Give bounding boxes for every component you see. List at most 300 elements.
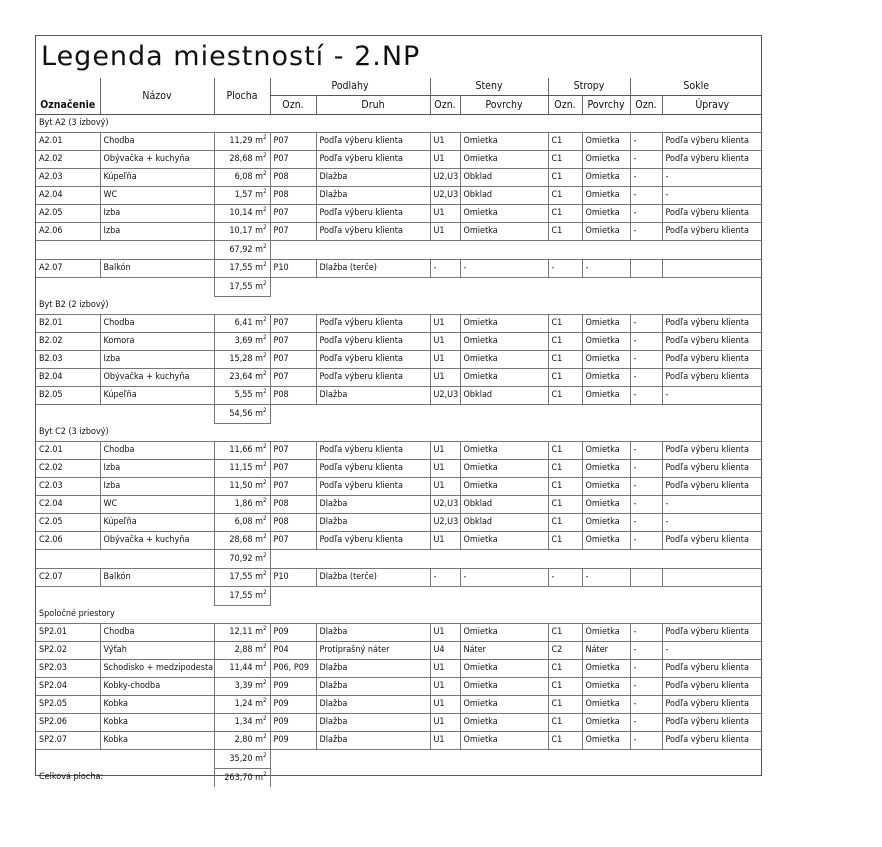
room-floor-code: P07 [270,369,316,387]
room-skirting-code: - [630,642,662,660]
area-unit-exponent: 2 [263,134,267,141]
room-code: SP2.05 [36,696,100,714]
room-ceiling-code: - [548,569,582,587]
room-wall-surface: Obklad [460,169,548,187]
room-wall-code: U2,U3 [430,514,460,532]
room-ceiling-code: C1 [548,696,582,714]
room-row [36,696,762,714]
area-unit: m [252,154,264,164]
room-ceiling-surface: Omietka [582,369,630,387]
header-sokle-upravy: Úpravy [662,96,762,115]
room-row [36,387,762,405]
area-unit: m [252,408,264,419]
room-code: A2.03 [36,169,100,187]
room-wall-code: U1 [430,315,460,333]
room-ceiling-code: C1 [548,387,582,405]
area-unit-exponent: 2 [263,570,267,577]
room-floor-type: Dlažba (terče) [316,569,430,587]
subtotal-row [36,550,762,569]
area-unit-exponent: 2 [263,733,267,740]
area-unit-exponent: 2 [263,206,267,213]
area-unit-exponent: 2 [263,625,267,632]
room-area [214,223,270,241]
room-ceiling-surface: Omietka [582,460,630,478]
area-unit: m [252,717,264,727]
room-wall-code: U4 [430,642,460,660]
room-wall-code: U1 [430,624,460,642]
room-wall-surface: Omietka [460,696,548,714]
room-wall-code: U1 [430,442,460,460]
room-ceiling-surface: Omietka [582,151,630,169]
area-unit: m [252,517,264,527]
room-code: B2.02 [36,333,100,351]
room-name: Schodisko + medzipodesta [100,660,214,678]
area-unit: m [252,354,264,364]
room-code: B2.04 [36,369,100,387]
room-skirting-code: - [630,369,662,387]
area-value: 35,20 [229,753,253,764]
room-code: SP2.02 [36,642,100,660]
area-value: 11,15 [229,463,253,473]
room-area [214,442,270,460]
room-floor-type: Dlažba [316,514,430,532]
room-code: SP2.04 [36,678,100,696]
room-code: A2.07 [36,260,100,278]
room-wall-surface: Obklad [460,387,548,405]
room-ceiling-surface: Omietka [582,205,630,223]
subtotal-area [214,405,270,424]
room-wall-surface: Omietka [460,660,548,678]
room-name: Kobky-chodba [100,678,214,696]
room-skirting-finish [662,260,762,278]
area-unit: m [252,681,264,691]
room-wall-code: U1 [430,732,460,750]
room-legend-table [36,78,762,787]
room-name: Chodba [100,133,214,151]
room-area [214,678,270,696]
header-steny-ozn: Ozn. [430,96,460,115]
room-floor-type: Podľa výberu klienta [316,351,430,369]
room-wall-code: U2,U3 [430,187,460,205]
room-row [36,151,762,169]
room-ceiling-code: C1 [548,315,582,333]
room-row [36,133,762,151]
room-name: Kobka [100,696,214,714]
room-area [214,660,270,678]
room-skirting-finish: Podľa výberu klienta [662,333,762,351]
room-wall-surface: Omietka [460,333,548,351]
room-name: Balkón [100,569,214,587]
room-ceiling-code: C1 [548,151,582,169]
area-value: 1,86 [234,499,253,509]
area-unit: m [252,590,264,601]
room-code: C2.05 [36,514,100,532]
room-skirting-code: - [630,660,662,678]
subtotal-area [214,278,270,297]
room-area [214,369,270,387]
room-skirting-finish: Podľa výberu klienta [662,223,762,241]
area-unit-exponent: 2 [263,261,267,268]
room-skirting-finish: - [662,496,762,514]
area-value: 10,17 [229,226,253,236]
room-row [36,187,762,205]
room-area [214,315,270,333]
header-sokle-ozn: Ozn. [630,96,662,115]
area-unit-exponent: 2 [263,679,267,686]
room-ceiling-surface: - [582,260,630,278]
room-floor-code: P07 [270,223,316,241]
room-wall-code: U1 [430,369,460,387]
area-unit: m [252,481,264,491]
header-stropy: Stropy [548,78,630,96]
area-value: 67,92 [229,244,253,255]
room-skirting-finish [662,569,762,587]
area-unit: m [252,336,264,346]
room-name: Obývačka + kuchyňa [100,151,214,169]
subtotal-area [214,241,270,260]
section-label: Spoločné priestory [39,609,115,619]
room-name: Chodba [100,624,214,642]
room-skirting-finish: Podľa výberu klienta [662,624,762,642]
room-skirting-finish: Podľa výberu klienta [662,205,762,223]
room-row [36,260,762,278]
area-unit-exponent: 2 [263,515,267,522]
room-ceiling-surface: Omietka [582,223,630,241]
room-floor-code: P08 [270,169,316,187]
room-wall-code: U1 [430,678,460,696]
room-name: Chodba [100,315,214,333]
room-skirting-code: - [630,223,662,241]
room-skirting-finish: Podľa výberu klienta [662,714,762,732]
room-ceiling-code: C1 [548,369,582,387]
room-row [36,569,762,587]
room-code: A2.02 [36,151,100,169]
room-skirting-code: - [630,460,662,478]
room-ceiling-surface: Náter [582,642,630,660]
subtotal-spacer [36,550,214,569]
room-ceiling-code: C1 [548,478,582,496]
room-skirting-code: - [630,532,662,550]
room-floor-type: Dlažba [316,187,430,205]
header-sokle: Sokle [630,78,762,96]
room-wall-code: U1 [430,133,460,151]
subtotal-spacer [270,750,762,769]
subtotal-spacer [36,405,214,424]
room-code: B2.01 [36,315,100,333]
room-floor-code: P04 [270,642,316,660]
room-floor-type: Podľa výberu klienta [316,151,430,169]
area-unit-exponent: 2 [263,188,267,195]
room-area [214,732,270,750]
room-ceiling-code: C1 [548,442,582,460]
room-name: Izba [100,351,214,369]
area-value: 6,08 [234,517,253,527]
room-wall-surface: Obklad [460,187,548,205]
room-floor-code: P07 [270,351,316,369]
subtotal-spacer [270,278,762,297]
room-ceiling-surface: Omietka [582,187,630,205]
room-skirting-finish: Podľa výberu klienta [662,732,762,750]
area-value: 17,55 [229,590,253,601]
room-ceiling-code: C1 [548,660,582,678]
area-unit: m [252,281,264,292]
legend-body [36,115,762,788]
room-ceiling-surface: Omietka [582,133,630,151]
area-value: 17,55 [229,572,253,582]
room-ceiling-surface: - [582,569,630,587]
room-floor-code: P07 [270,151,316,169]
subtotal-spacer [36,241,214,260]
room-wall-surface: - [460,569,548,587]
area-unit: m [252,535,264,545]
room-floor-type: Podľa výberu klienta [316,442,430,460]
room-wall-code: U1 [430,351,460,369]
room-wall-code: U1 [430,223,460,241]
area-unit: m [252,226,264,236]
area-unit: m [252,645,264,655]
section-row [36,424,762,442]
room-wall-surface: Omietka [460,369,548,387]
room-wall-code: U1 [430,532,460,550]
room-floor-type: Dlažba [316,624,430,642]
room-name: Izba [100,205,214,223]
area-unit-exponent: 2 [263,533,267,540]
total-label: Celková plocha: [39,772,104,783]
room-skirting-finish: Podľa výberu klienta [662,442,762,460]
room-wall-surface: - [460,260,548,278]
room-skirting-code: - [630,714,662,732]
room-row [36,369,762,387]
header-podlahy-ozn: Ozn. [270,96,316,115]
area-unit-exponent: 2 [263,388,267,395]
room-code: C2.01 [36,442,100,460]
room-ceiling-code: C2 [548,642,582,660]
area-unit-exponent: 2 [263,224,267,231]
area-value: 11,50 [229,481,253,491]
room-area [214,714,270,732]
room-ceiling-code: C1 [548,496,582,514]
room-floor-code: P07 [270,478,316,496]
room-wall-surface: Omietka [460,478,548,496]
room-row [36,514,762,532]
room-skirting-finish: Podľa výberu klienta [662,460,762,478]
room-area [214,260,270,278]
area-unit: m [252,772,264,783]
room-name: Obývačka + kuchyňa [100,532,214,550]
area-unit: m [252,263,264,273]
room-wall-surface: Omietka [460,315,548,333]
area-unit: m [252,572,264,582]
room-wall-code: U1 [430,205,460,223]
area-unit-exponent: 2 [263,443,267,450]
room-ceiling-surface: Omietka [582,714,630,732]
area-value: 11,44 [229,663,253,673]
area-value: 6,08 [234,172,253,182]
room-ceiling-code: C1 [548,678,582,696]
room-ceiling-surface: Omietka [582,387,630,405]
room-floor-type: Podľa výberu klienta [316,205,430,223]
room-row [36,624,762,642]
room-wall-surface: Náter [460,642,548,660]
area-value: 23,64 [229,372,253,382]
room-skirting-finish: Podľa výberu klienta [662,478,762,496]
room-ceiling-code: C1 [548,624,582,642]
room-area [214,496,270,514]
room-floor-code: P10 [270,260,316,278]
room-floor-type: Dlažba [316,678,430,696]
room-name: Kobka [100,732,214,750]
area-value: 28,68 [229,154,253,164]
area-value: 17,55 [229,281,253,292]
subtotal-row [36,278,762,297]
room-floor-type: Dlažba [316,496,430,514]
area-unit-exponent: 2 [263,661,267,668]
room-skirting-finish: Podľa výberu klienta [662,133,762,151]
area-value: 11,66 [229,445,253,455]
area-value: 10,14 [229,208,253,218]
area-value: 2,88 [234,645,253,655]
room-wall-surface: Omietka [460,351,548,369]
room-name: Kobka [100,714,214,732]
area-unit: m [252,499,264,509]
room-ceiling-code: C1 [548,732,582,750]
room-area [214,205,270,223]
room-area [214,460,270,478]
header-podlahy: Podlahy [270,78,430,96]
room-row [36,532,762,550]
area-value: 3,69 [234,336,253,346]
room-ceiling-surface: Omietka [582,442,630,460]
room-row [36,460,762,478]
subtotal-spacer [36,750,214,769]
document-title: Legenda miestností - 2.NP [41,41,421,72]
room-ceiling-surface: Omietka [582,624,630,642]
header-stropy-povrchy: Povrchy [582,96,630,115]
area-value: 54,56 [229,408,253,419]
room-skirting-code: - [630,478,662,496]
room-ceiling-surface: Omietka [582,696,630,714]
room-wall-surface: Omietka [460,532,548,550]
room-ceiling-code: C1 [548,205,582,223]
room-skirting-code: - [630,514,662,532]
room-skirting-finish: Podľa výberu klienta [662,696,762,714]
header-oznacenie: Označenie [36,78,100,115]
room-wall-code: U2,U3 [430,387,460,405]
subtotal-spacer [36,587,214,606]
room-floor-type: Podľa výberu klienta [316,369,430,387]
room-wall-surface: Omietka [460,133,548,151]
room-floor-type: Dlažba [316,732,430,750]
room-name: Komora [100,333,214,351]
room-wall-surface: Omietka [460,624,548,642]
room-ceiling-code: C1 [548,223,582,241]
room-wall-code: U1 [430,151,460,169]
room-row [36,478,762,496]
room-wall-code: U1 [430,478,460,496]
room-floor-type: Dlažba (terče) [316,260,430,278]
room-wall-code: U1 [430,714,460,732]
room-code: A2.06 [36,223,100,241]
room-ceiling-surface: Omietka [582,732,630,750]
room-row [36,660,762,678]
room-area [214,569,270,587]
area-unit-exponent: 2 [263,352,267,359]
section-label: Byt A2 (3 izbový) [39,118,109,128]
room-row [36,642,762,660]
area-unit-exponent: 2 [263,770,267,778]
area-unit-exponent: 2 [263,406,267,414]
room-code: A2.04 [36,187,100,205]
room-row [36,714,762,732]
area-unit-exponent: 2 [263,643,267,650]
room-name: Obývačka + kuchyňa [100,369,214,387]
area-unit: m [252,627,264,637]
subtotal-spacer [270,405,762,424]
room-wall-code: - [430,260,460,278]
room-name: Kúpeľňa [100,387,214,405]
room-wall-code: U1 [430,696,460,714]
room-floor-type: Podľa výberu klienta [316,133,430,151]
room-area [214,133,270,151]
room-skirting-finish: Podľa výberu klienta [662,151,762,169]
subtotal-row [36,405,762,424]
room-floor-code: P07 [270,205,316,223]
section-row [36,297,762,315]
room-name: Kúpeľňa [100,169,214,187]
room-skirting-code: - [630,732,662,750]
room-code: C2.07 [36,569,100,587]
subtotal-area [214,587,270,606]
header-plocha: Plocha [214,78,270,115]
area-value: 70,92 [229,553,253,564]
room-floor-type: Podľa výberu klienta [316,478,430,496]
area-unit: m [252,699,264,709]
room-area [214,642,270,660]
room-skirting-code: - [630,442,662,460]
room-code: SP2.06 [36,714,100,732]
area-value: 11,29 [229,136,253,146]
room-wall-surface: Omietka [460,205,548,223]
room-floor-code: P07 [270,442,316,460]
room-wall-surface: Omietka [460,714,548,732]
room-ceiling-surface: Omietka [582,532,630,550]
room-code: SP2.01 [36,624,100,642]
room-ceiling-code: C1 [548,351,582,369]
room-skirting-code: - [630,205,662,223]
room-ceiling-surface: Omietka [582,315,630,333]
room-row [36,732,762,750]
area-unit-exponent: 2 [263,334,267,341]
area-unit-exponent: 2 [263,715,267,722]
room-wall-surface: Omietka [460,442,548,460]
subtotal-row [36,241,762,260]
room-code: SP2.07 [36,732,100,750]
room-wall-surface: Omietka [460,732,548,750]
area-value: 3,39 [234,681,253,691]
area-unit: m [252,172,264,182]
room-skirting-finish: - [662,514,762,532]
room-area [214,387,270,405]
area-value: 17,55 [229,263,253,273]
section-label: Byt C2 (3 izbový) [39,427,109,437]
room-ceiling-code: - [548,260,582,278]
room-area [214,187,270,205]
room-ceiling-code: C1 [548,333,582,351]
room-ceiling-code: C1 [548,714,582,732]
subtotal-row [36,750,762,769]
room-code: C2.03 [36,478,100,496]
room-floor-code: P08 [270,496,316,514]
